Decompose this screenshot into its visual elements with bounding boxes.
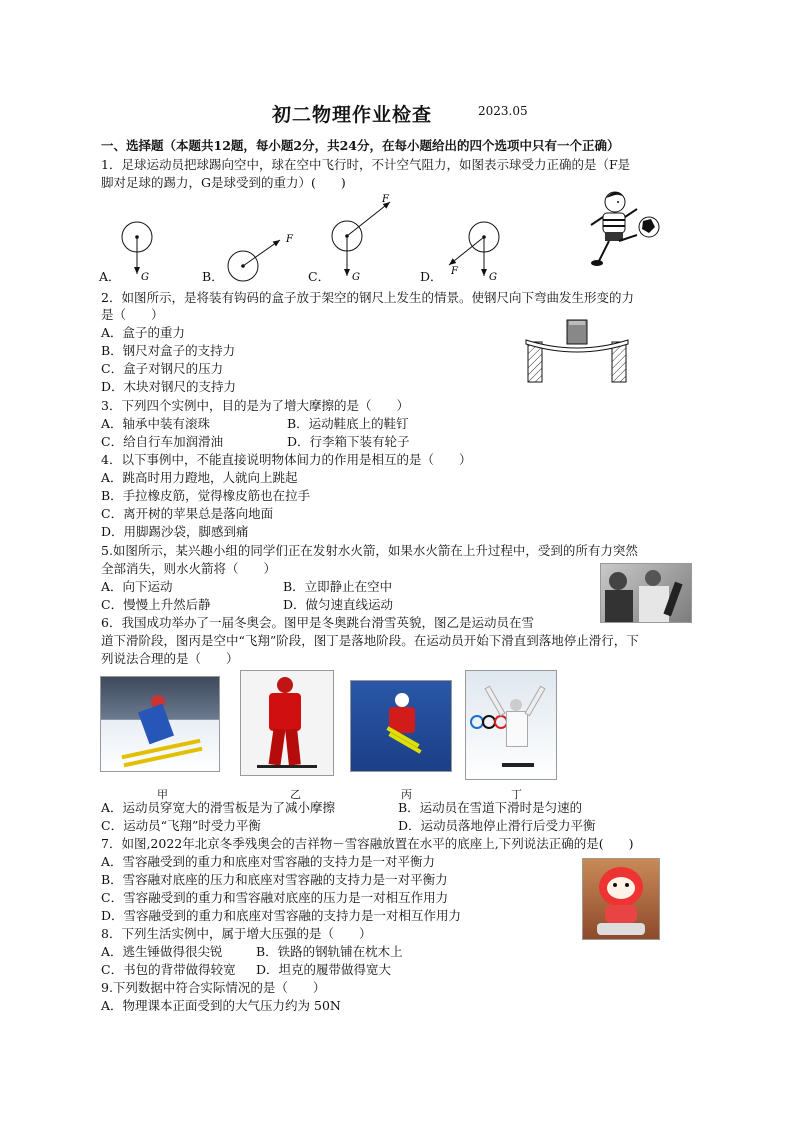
diagram-a (122, 222, 152, 283)
q5-option-a: A．向下运动 (101, 579, 173, 594)
skier-photo-yi (240, 670, 334, 776)
q4-option-b: B．手拉橡皮筋，觉得橡皮筋也在拉手 (101, 488, 311, 503)
diagram-d (449, 222, 499, 283)
q7-option-c: C．雪容融受到的重力和雪容融对底座的压力是一对相互作用力 (101, 890, 449, 905)
mascot-shuey-rhon-rhon-photo (582, 858, 660, 940)
q4-option-c: C．离开树的苹果总是落向地面 (101, 506, 274, 521)
diagram-b (228, 234, 294, 281)
force-label-f-c: F (382, 194, 389, 205)
caption-bing: 丙 (401, 788, 412, 801)
q1-option-d-label: D． (420, 269, 443, 284)
water-rocket-photo (600, 563, 692, 623)
force-label-g-d: G (489, 272, 497, 283)
q2-option-a: A．盒子的重力 (101, 325, 186, 340)
q8-stem: 8．下列生活实例中，属于增大压强的是（ ） (101, 926, 372, 941)
q7-option-b: B．雪容融对底座的压力和底座对雪容融的支持力是一对平衡力 (101, 872, 448, 887)
q9-stem: 9.下列数据中符合实际情况的是（ ） (101, 980, 326, 995)
q6-stem-3: 列说法合理的是（ ） (101, 651, 239, 666)
q6-option-c: C．运动员“飞翔”时受力平衡 (101, 818, 261, 833)
q5-option-b: B．立即静止在空中 (283, 579, 393, 594)
q9-option-a: A．物理课本正面受到的大气压力约为 50N (101, 998, 341, 1013)
page-title: 初二物理作业检查 (272, 104, 433, 126)
q7-option-d: D．雪容融受到的重力和底座对雪容融的支持力是一对相互作用力 (101, 908, 462, 923)
q1-force-diagrams (100, 190, 570, 285)
soccer-player-illustration (585, 185, 665, 270)
q6-stem-2: 道下滑阶段，图丙是空中“飞翔”阶段，图丁是落地阶段。在运动员开始下滑直到落地停止滑行，下 (101, 633, 639, 648)
q3-stem: 3．下列四个实例中，目的是为了增大摩擦的是（ ） (101, 398, 409, 413)
landing-skier-photo-ding (465, 670, 557, 780)
q8-option-c: C．书包的背带做得较宽 (101, 962, 236, 977)
q2-stem-2: 是（ ） (101, 307, 164, 322)
q1-option-c-label: C． (308, 269, 331, 284)
q1-option-b-label: B． (202, 269, 224, 284)
q2-option-d: D．木块对钢尺的支持力 (101, 379, 237, 394)
q3-option-d: D．行李箱下装有轮子 (287, 434, 410, 449)
diagram-c (332, 194, 390, 283)
q3-option-a: A．轴承中装有滚珠 (101, 416, 211, 431)
ski-jump-photo-jia (100, 676, 220, 772)
q1-stem-1: 1．足球运动员把球踢向空中，球在空中飞行时，不计空气阻力，如图表示球受力正确的是（F是 (101, 157, 631, 172)
q7-option-a: A．雪容融受到的重力和底座对雪容融的支持力是一对平衡力 (101, 854, 436, 869)
caption-yi: 乙 (290, 788, 301, 801)
force-label-f-b: F (286, 234, 293, 245)
q6-option-d: D．运动员落地停止滑行后受力平衡 (398, 818, 596, 833)
q6-stem-1: 6．我国成功举办了一届冬奥会。图甲是冬奥跳台滑雪英貌，图乙是运动员在雪 (101, 615, 534, 630)
aerial-skier-photo-bing (350, 680, 452, 772)
q5-option-c: C．慢慢上升然后静 (101, 597, 211, 612)
caption-ding: 丁 (511, 788, 522, 801)
force-label-g-a: G (141, 272, 149, 283)
section-heading: 一、选择题（本题共12题，每小题2分，共24分，在每小题给出的四个选项中只有一个正确） (101, 138, 620, 153)
q6-option-a: A．运动员穿宽大的滑雪板是为了减小摩擦 (101, 800, 336, 815)
q5-stem-2: 全部消失，则水火箭将（ ） (101, 561, 277, 576)
q6-option-b: B．运动员在雪道下滑时是匀速的 (398, 800, 583, 815)
q5-stem-1: 5.如图所示，某兴趣小组的同学们正在发射水火箭，如果水火箭在上升过程中，受到的所有力突然 (101, 543, 638, 558)
q1-option-a-label: A． (99, 269, 121, 284)
q7-stem: 7．如图,2022年北京冬季残奥会的吉祥物－雪容融放置在水平的底座上,下列说法正确的是( ) (101, 836, 634, 851)
q4-option-a: A．跳高时用力蹬地，人就向上跳起 (101, 470, 298, 485)
steel-ruler-diagram (523, 316, 633, 386)
q3-option-b: B．运动鞋底上的鞋钉 (287, 416, 409, 431)
q4-stem: 4．以下事例中，不能直接说明物体间力的作用是相互的是（ ） (101, 452, 472, 467)
force-label-f-d: F (451, 266, 458, 277)
force-label-g-c: G (352, 272, 360, 283)
q2-option-c: C．盒子对钢尺的压力 (101, 361, 224, 376)
date-label: 2023.05 (478, 104, 528, 118)
q8-option-a: A．逃生锤做得很尖锐 (101, 944, 223, 959)
q8-option-b: B．铁路的钢轨铺在枕木上 (256, 944, 403, 959)
q3-option-c: C．给自行车加润滑油 (101, 434, 224, 449)
q1-stem-2: 脚对足球的踢力，G是球受到的重力）( ) (101, 175, 346, 190)
q2-option-b: B．钢尺对盒子的支持力 (101, 343, 236, 358)
q8-option-d: D．坦克的履带做得宽大 (256, 962, 392, 977)
q4-option-d: D．用脚踢沙袋，脚感到痛 (101, 524, 249, 539)
q2-stem-1: 2．如图所示，是将装有钩码的盒子放于架空的钢尺上发生的情景。使钢尺向下弯曲发生形变的力 (101, 290, 634, 305)
caption-jia: 甲 (157, 788, 168, 801)
q5-option-d: D．做匀速直线运动 (283, 597, 394, 612)
